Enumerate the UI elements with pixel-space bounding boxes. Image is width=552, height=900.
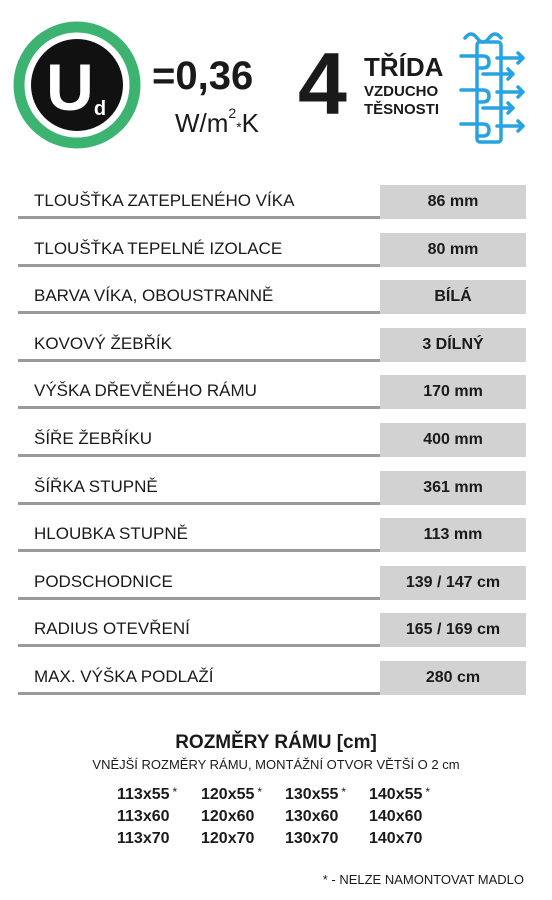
spec-label: TLOUŠŤKA ZATEPLENÉHO VÍKA — [18, 185, 380, 219]
frame-size-value: 113x70 — [117, 830, 170, 847]
ud-unit — [175, 105, 260, 138]
spec-row — [18, 328, 526, 362]
frame-size-value: 113x55 — [117, 786, 170, 803]
sizes-grid — [117, 784, 457, 850]
sizes-row — [117, 784, 457, 806]
spec-value: 80 mm — [380, 233, 526, 267]
spec-label: BARVA VÍKA, OBOUSTRANNĚ — [18, 280, 380, 314]
spec-label: TLOUŠŤKA TEPELNÉ IZOLACE — [18, 233, 380, 267]
frame-size — [369, 828, 453, 850]
frame-size — [369, 806, 453, 828]
spec-row — [18, 233, 526, 267]
frame-size-value: 140x60 — [369, 808, 423, 825]
sizes-title: ROZMĚRY RÁMU [cm] — [175, 732, 377, 753]
spec-label: HLOUBKA STUPNĚ — [18, 518, 380, 552]
spec-label: MAX. VÝŠKA PODLAŽÍ — [18, 661, 380, 695]
frame-size — [369, 784, 453, 806]
frame-size-value: 140x70 — [369, 830, 423, 847]
spec-value: 139 / 147 cm — [380, 566, 526, 600]
frame-size — [117, 806, 201, 828]
spec-value: 165 / 169 cm — [380, 613, 526, 647]
spec-row — [18, 471, 526, 505]
frame-size-value: 140x55 — [369, 786, 423, 803]
spec-label: RADIUS OTEVŘENÍ — [18, 613, 380, 647]
spec-value: 3 DÍLNÝ — [380, 328, 526, 362]
spec-value: 86 mm — [380, 185, 526, 219]
frame-size-value: 113x60 — [117, 808, 170, 825]
spec-label: VÝŠKA DŘEVĚNÉHO RÁMU — [18, 375, 380, 409]
sizes-row — [117, 828, 457, 850]
spec-row — [18, 423, 526, 457]
spec-label: ŠÍŘKA STUPNĚ — [18, 471, 380, 505]
spec-row — [18, 661, 526, 695]
frame-size-value: 130x60 — [285, 808, 339, 825]
spec-label: ŠÍŘE ŽEBŘÍKU — [18, 423, 380, 457]
spec-row — [18, 375, 526, 409]
ud-symbol: U — [46, 50, 94, 124]
spec-value: 280 cm — [380, 661, 526, 695]
frame-size — [117, 828, 201, 850]
frame-size-value: 120x70 — [201, 830, 255, 847]
spec-value: 361 mm — [380, 471, 526, 505]
spec-value: 113 mm — [380, 518, 526, 552]
air-class-text — [364, 54, 443, 117]
no-handle-mark: * — [257, 785, 263, 799]
frame-size-value: 120x55 — [201, 786, 255, 803]
spec-table — [18, 185, 526, 709]
no-handle-mark: * — [425, 785, 431, 799]
spec-row — [18, 566, 526, 600]
frame-size — [201, 784, 285, 806]
spec-value: 170 mm — [380, 375, 526, 409]
spec-label: PODSCHODNICE — [18, 566, 380, 600]
footnote: * - NELZE NAMONTOVAT MADLO — [322, 872, 524, 887]
air-class-line3: TĚSNOSTI — [364, 101, 440, 118]
frame-size — [285, 784, 369, 806]
air-class-number: 4 — [298, 34, 347, 133]
ud-subscript: d — [93, 98, 107, 120]
air-class-line2: VZDUCHO — [364, 83, 439, 100]
spec-row — [18, 185, 526, 219]
ud-unit-star: * — [236, 119, 242, 135]
ud-unit-k: K — [241, 108, 260, 138]
frame-size — [201, 806, 285, 828]
frame-size-value: 130x55 — [285, 786, 339, 803]
spec-label: KOVOVÝ ŽEBŘÍK — [18, 328, 380, 362]
no-handle-mark: * — [341, 785, 347, 799]
spec-row — [18, 280, 526, 314]
ud-unit-exp: 2 — [228, 105, 237, 122]
ud-value: =0,36 — [152, 54, 254, 98]
ud-unit-main: W/m — [175, 108, 229, 138]
ud-badge-icon — [12, 20, 142, 150]
sizes-note: VNĚJŠÍ ROZMĚRY RÁMU, MONTÁŽNÍ OTVOR VĚTŠÍ O 2 cm — [92, 757, 460, 772]
air-class-line1: TŘÍDA — [364, 52, 444, 82]
spec-row — [18, 518, 526, 552]
frame-size — [117, 784, 201, 806]
airflow-arrows-icon — [457, 28, 531, 152]
frame-size-value: 120x60 — [201, 808, 255, 825]
frame-size — [285, 806, 369, 828]
sizes-row — [117, 806, 457, 828]
spec-value: BÍLÁ — [380, 280, 526, 314]
header — [0, 0, 552, 165]
frame-size — [285, 828, 369, 850]
no-handle-mark: * — [172, 785, 178, 799]
frame-size-value: 130x70 — [285, 830, 339, 847]
spec-row — [18, 613, 526, 647]
spec-value: 400 mm — [380, 423, 526, 457]
frame-size — [201, 828, 285, 850]
